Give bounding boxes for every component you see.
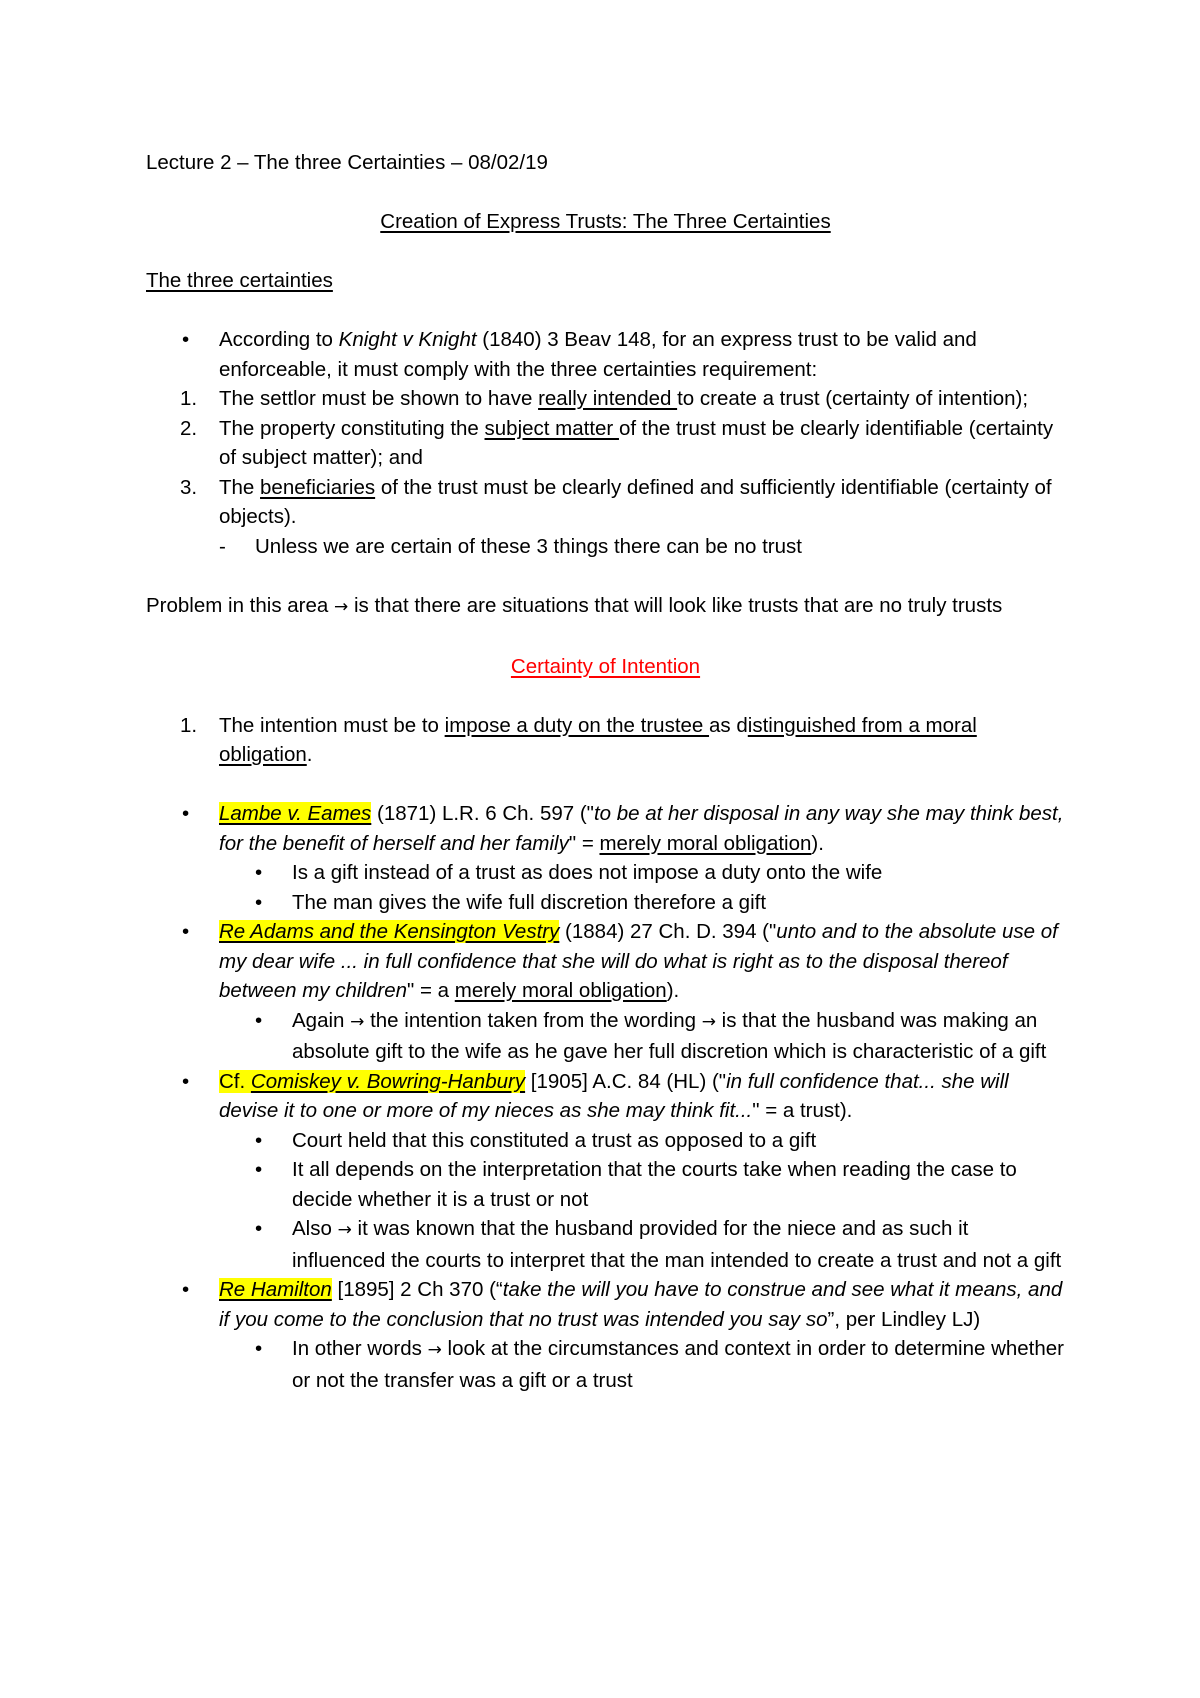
case-note: • In other words → look at the circumstances and context in order to determine whether or not the transfer was a gift or a trust <box>146 1334 1065 1395</box>
bullet-icon: • <box>255 1158 263 1181</box>
requirement-1: 1. The settlor must be shown to have really intended to create a trust (certainty of intention); <box>146 384 1065 414</box>
arrow-right-icon: → <box>427 1340 442 1360</box>
dash-marker: - <box>219 534 226 558</box>
arrow-right-icon: → <box>701 1011 716 1032</box>
case-name: Comiskey v. Bowring-Hanbury <box>250 1069 526 1093</box>
case-name: Re Hamilton <box>219 1278 332 1301</box>
case-lambe-v-eames: • Lambe v. Eames (1871) L.R. 6 Ch. 597 ("to be at her disposal in any way she may think best, for the benefit of herself and her family" = merely moral obligation). <box>146 799 1065 858</box>
list-number: 3. <box>180 475 198 499</box>
case-note: • Is a gift instead of a trust as does not impose a duty onto the wife <box>146 858 1065 888</box>
case-re-hamilton: • Re Hamilton [1895] 2 Ch 370 (“take the will you have to construe and see what it means, and if you come to the conclusion that no trust was intended you say so”, per Lindley LJ) <box>146 1275 1065 1334</box>
list-number: 2. <box>180 416 198 440</box>
case-note: • The man gives the wife full discretion therefore a gift <box>146 888 1065 918</box>
case-note: • Also → it was known that the husband provided for the niece and as such it influenced the courts to interpret that the man intended to create a trust and not a gift <box>146 1214 1065 1275</box>
case-name: Knight v Knight <box>338 328 477 351</box>
case-name: Re Adams and the Kensington Vestry <box>219 920 560 943</box>
bullet-icon: • <box>255 890 263 914</box>
bullet-icon: • <box>255 861 263 884</box>
case-note: • It all depends on the interpretation that the courts take when reading the case to decide whether it is a trust or not <box>146 1155 1065 1214</box>
case-re-adams: • Re Adams and the Kensington Vestry (1884) 27 Ch. D. 394 ("unto and to the absolute use of my dear wife ... in full confidence that she will do what is right as to the disposal thereof between my children" = a merely moral obligation). <box>146 917 1065 1006</box>
bullet-icon: • <box>255 1217 263 1240</box>
bullet-icon: • <box>182 1278 190 1301</box>
arrow-right-icon: → <box>337 1220 352 1240</box>
section-heading-certainty-of-intention: Certainty of Intention <box>510 654 701 678</box>
bullet-icon: • <box>255 1008 263 1032</box>
intro-bullet: • According to Knight v Knight (1840) 3 Beav 148, for an express trust to be valid and enforceable, it must comply with the three certainties requirement: <box>146 325 1065 384</box>
case-note: • Court held that this constituted a trust as opposed to a gift <box>146 1126 1065 1156</box>
requirement-note: - Unless we are certain of these 3 things there can be no trust <box>146 532 1065 562</box>
list-number: 1. <box>180 387 198 410</box>
requirement-3: 3. The beneficiaries of the trust must be clearly defined and sufficiently identifiable (certainty of objects). <box>146 473 1065 532</box>
bullet-icon: • <box>255 1337 263 1360</box>
document-title: Creation of Express Trusts: The Three Certainties <box>380 210 831 233</box>
requirement-2: 2. The property constituting the subject matter of the trust must be clearly identifiable (certainty of subject matter); and <box>146 414 1065 473</box>
list-number: 1. <box>180 713 198 737</box>
bullet-icon: • <box>182 1069 190 1093</box>
bullet-icon: • <box>182 920 190 943</box>
intention-point-1: 1. The intention must be to impose a duty on the trustee as distinguished from a moral obligation. <box>146 711 1065 770</box>
case-note: • Again → the intention taken from the wording → is that the husband was making an absolute gift to the wife as he gave her full discretion which is characteristic of a gift <box>146 1006 1065 1067</box>
arrow-right-icon: → <box>350 1011 365 1032</box>
case-comiskey: • Cf. Comiskey v. Bowring-Hanbury [1905] A.C. 84 (HL) ("in full confidence that... she will devise it to one or more of my nieces as she may think fit..." = a trust). <box>146 1067 1065 1126</box>
arrow-right-icon: → <box>334 596 349 617</box>
section-heading-three-certainties: The three certainties <box>146 269 333 292</box>
case-name: Lambe v. Eames <box>219 802 372 825</box>
problem-paragraph: Problem in this area → is that there are situations that will look like trusts that are no truly trusts <box>146 593 1003 617</box>
bullet-icon: • <box>182 328 190 351</box>
lecture-header: Lecture 2 – The three Certainties – 08/02/19 <box>146 151 548 174</box>
bullet-icon: • <box>255 1128 263 1152</box>
bullet-icon: • <box>182 802 190 825</box>
